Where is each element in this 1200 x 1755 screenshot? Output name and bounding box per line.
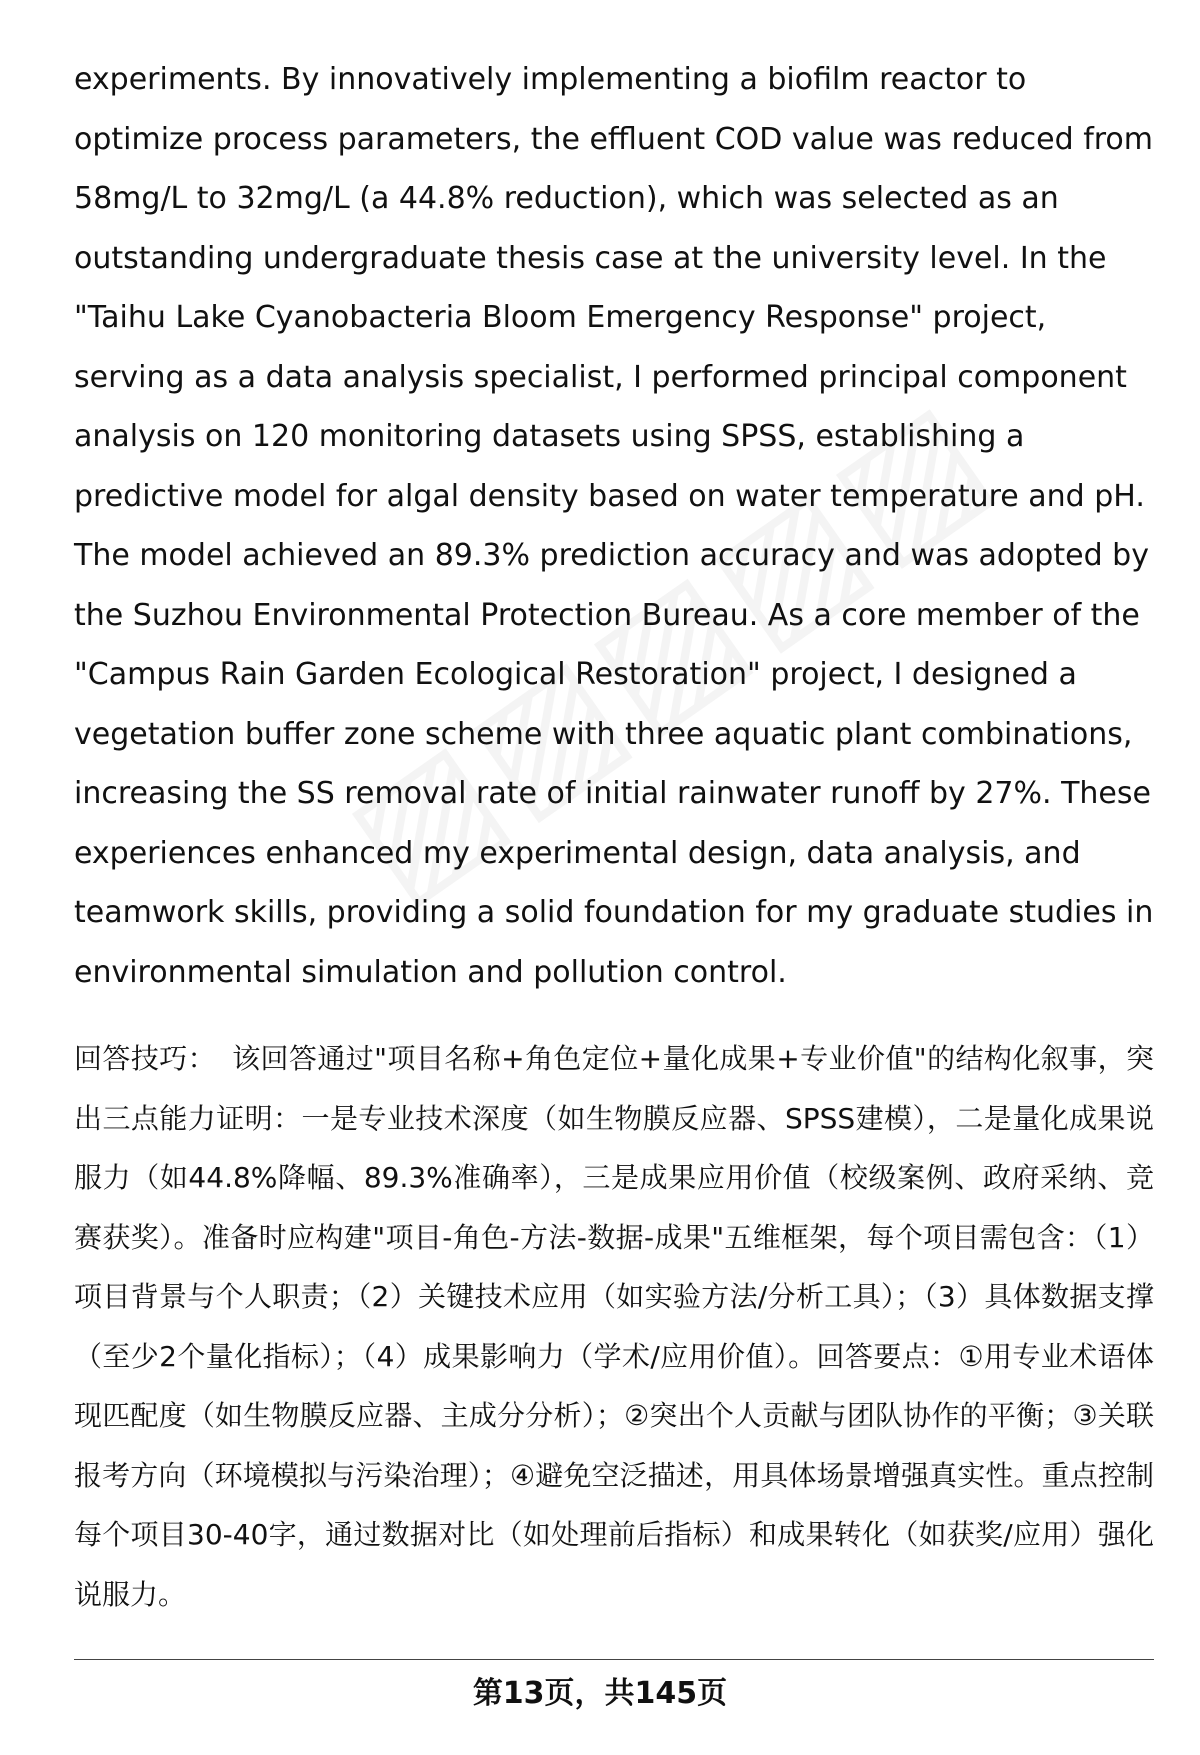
page-content xyxy=(74,50,1154,1624)
footer-divider xyxy=(74,1659,1154,1660)
answer-tips-paragraph xyxy=(74,1029,1154,1624)
answer-tips-label: 回答技巧： xyxy=(74,1042,217,1075)
english-answer-paragraph: experiments. By innovatively implementing a biofilm reactor to optimize process parameters, the effluent COD value was reduced from 58mg/L to 32mg/L (a 44.8% reduction), which was selected as an outstanding undergraduate thesis case at the university level. In the "Taihu Lake Cyanobacteria Bloom Emergency Response" project, serving as a data analysis specialist, I performed principal component analysis on 120 monitoring datasets using SPSS, establishing a predictive model for algal density based on water temperature and pH. The model achieved an 89.3% prediction accuracy and was adopted by the Suzhou Environmental Protection Bureau. As a core member of the "Campus Rain Garden Ecological Restoration" project, I designed a vegetation buffer zone scheme with three aquatic plant combinations, increasing the SS removal rate of initial rainwater runoff by 27%. These experiences enhanced my experimental design, data analysis, and teamwork skills, providing a solid foundation for my graduate studies in environmental simulation and pollution control. xyxy=(74,62,1154,990)
answer-tips-text: 该回答通过"项目名称+角色定位+量化成果+专业价值"的结构化叙事，突出三点能力证明：一是专业技术深度（如生物膜反应器、SPSS建模），二是量化成果说服力（如44.8%降幅、89.3%准确率），三是成果应用价值（校级案例、政府采纳、竞赛获奖）。准备时应构建"项目-角色-方法-数据-成果"五维框架，每个项目需包含：（1）项目背景与个人职责；（2）关键技术应用（如实验方法/分析工具）；（3）具体数据支撑（至少2个量化指标）；（4）成果影响力（学术/应用价值）。回答要点：①用专业术语体现匹配度（如生物膜反应器、主成分分析）；②突出个人贡献与团队协作的平衡；③关联报考方向（环境模拟与污染治理）；④避免空泛描述，用具体场景增强真实性。重点控制每个项目30-40字，通过数据对比（如处理前后指标）和成果转化（如获奖/应用）强化说服力。 xyxy=(74,1042,1154,1611)
page-number: 第13页，共145页 xyxy=(472,1676,728,1711)
